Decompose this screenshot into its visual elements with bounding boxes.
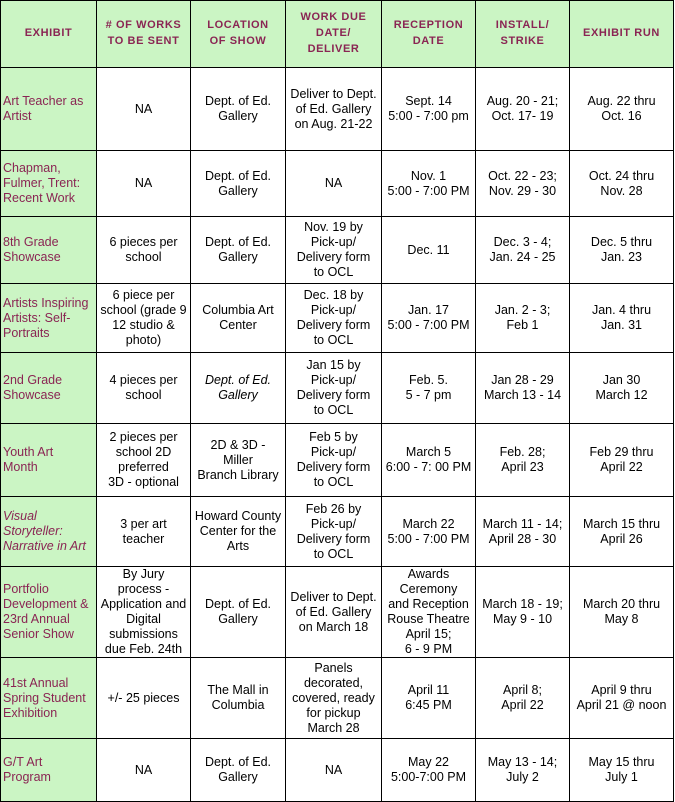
works-count: [97, 217, 191, 284]
exhibit-name: [1, 497, 97, 567]
install-strike: [476, 497, 570, 567]
works-count-text: 6 pieces per school: [109, 235, 178, 264]
show-location: [191, 217, 286, 284]
reception-date: [382, 739, 476, 802]
work-due: [286, 217, 382, 284]
exhibit-name-text: Artists Inspiring Artists: Self- Portraits: [3, 295, 89, 340]
exhibit-name: [1, 739, 97, 802]
reception-date-text: Nov. 1 5:00 - 7:00 PM: [387, 168, 470, 198]
works-count-text: 3 per art teacher: [120, 516, 167, 546]
exhibit-run-text: April 9 thru April 21 @ noon: [576, 683, 667, 712]
work-due-text: Panels decorated, covered, ready for pickup March 28: [292, 660, 375, 735]
exhibit-name: [1, 567, 97, 658]
install-strike-text: April 8; April 22: [501, 683, 544, 712]
works-count-text: By Jury process - Application and Digital submissions due Feb. 24th: [100, 567, 187, 656]
exhibit-run: [570, 497, 674, 567]
table-row: [1, 284, 674, 353]
exhibit-name-text: Art Teacher as Artist: [3, 94, 84, 123]
works-count-text: NA: [134, 176, 153, 190]
install-strike-text: Feb. 28; April 23: [499, 445, 546, 474]
exhibit-name-text: Chapman, Fulmer, Trent: Recent Work: [3, 161, 81, 205]
reception-date: [382, 567, 476, 658]
exhibit-run-text: March 20 thru May 8: [582, 597, 661, 626]
exhibit-run-text: Dec. 5 thru Jan. 23: [590, 235, 653, 264]
table-row: [1, 68, 674, 151]
show-location-text: Dept. of Ed. Gallery: [204, 94, 271, 123]
exhibit-name-text: 41st Annual Spring Student Exhibition: [3, 675, 86, 720]
show-location-text: Howard County Center for the Arts: [194, 509, 282, 553]
exhibit-name-text: G/T Art Program: [3, 755, 51, 784]
reception-date: [382, 497, 476, 567]
works-count: [97, 151, 191, 217]
install-strike-text: Oct. 22 - 23; Nov. 29 - 30: [488, 168, 557, 198]
table-row: [1, 497, 674, 567]
works-count-text: +/- 25 pieces: [107, 690, 180, 705]
exhibit-name-text: Portfolio Development & 23rd Annual Senior Show: [3, 582, 89, 641]
exhibit-run-text: May 15 thru July 1: [588, 755, 655, 784]
show-location-text: Dept. of Ed. Gallery: [204, 597, 271, 626]
exhibit-run: [570, 284, 674, 353]
reception-date: [382, 658, 476, 739]
exhibit-name-text: 8th Grade Showcase: [3, 235, 61, 264]
exhibit-run-text: Oct. 24 thru Nov. 28: [588, 168, 655, 198]
exhibit-run-text: Feb 29 thru April 22: [589, 445, 654, 474]
exhibit-name: [1, 217, 97, 284]
install-strike-text: Dec. 3 - 4; Jan. 24 - 25: [489, 235, 556, 264]
works-count: [97, 424, 191, 497]
exhibit-run: [570, 353, 674, 424]
reception-date-text: March 22 5:00 - 7:00 PM: [387, 516, 470, 546]
install-strike: [476, 353, 570, 424]
exhibit-run-text: Aug. 22 thru Oct. 16: [587, 94, 656, 123]
show-location: [191, 567, 286, 658]
reception-date: [382, 284, 476, 353]
header-work-due: WORK DUE DATE/ DELIVER: [286, 1, 382, 68]
work-due: [286, 68, 382, 151]
table-row: [1, 424, 674, 497]
work-due: [286, 151, 382, 217]
show-location-text: Dept. of Ed. Gallery: [204, 235, 271, 264]
exhibit-run: [570, 424, 674, 497]
install-strike-text: Jan 28 - 29 March 13 - 14: [483, 373, 562, 402]
works-count-text: 2 pieces per school 2D preferred 3D - optional: [108, 430, 179, 489]
exhibit-run: [570, 217, 674, 284]
install-strike: [476, 424, 570, 497]
show-location: [191, 739, 286, 802]
install-strike-text: May 13 - 14; July 2: [487, 755, 558, 784]
reception-date: [382, 68, 476, 151]
reception-date-text: May 22 5:00-7:00 PM: [390, 755, 467, 784]
exhibit-name: [1, 68, 97, 151]
reception-date: [382, 151, 476, 217]
reception-date-text: March 5 6:00 - 7: 00 PM: [385, 445, 472, 474]
header-exhibit-run: EXHIBIT RUN: [570, 1, 674, 68]
exhibit-name-text: Youth Art Month: [3, 445, 54, 474]
header-row: [1, 1, 674, 68]
works-count: [97, 739, 191, 802]
show-location-text: Columbia Art Center: [202, 303, 274, 332]
install-strike-text: March 11 - 14; April 28 - 30: [482, 516, 563, 546]
show-location-text: Dept. of Ed. Gallery: [204, 373, 271, 402]
show-location-text: 2D & 3D - Miller Branch Library: [197, 437, 279, 482]
exhibit-run: [570, 151, 674, 217]
table-row: [1, 151, 674, 217]
reception-date-text: Dec. 11: [407, 242, 450, 257]
table-row: [1, 567, 674, 658]
exhibit-name: [1, 424, 97, 497]
work-due: [286, 567, 382, 658]
works-count-text: 6 piece per school (grade 9 12 studio & photo): [100, 288, 187, 347]
reception-date-text: Feb. 5. 5 - 7 pm: [405, 373, 452, 402]
work-due-text: NA: [324, 176, 343, 190]
install-strike: [476, 284, 570, 353]
work-due-text: Deliver to Dept. of Ed. Gallery on March 18: [290, 589, 377, 634]
show-location: [191, 424, 286, 497]
works-count: [97, 353, 191, 424]
reception-date-text: Jan. 17 5:00 - 7:00 PM: [387, 303, 470, 332]
exhibit-run-text: March 15 thru April 26: [582, 516, 661, 546]
reception-date: [382, 353, 476, 424]
header-works-count: # OF WORKS TO BE SENT: [97, 1, 191, 68]
header-exhibit: EXHIBIT: [1, 1, 97, 68]
reception-date: [382, 217, 476, 284]
works-count-text: NA: [134, 101, 153, 116]
exhibit-run-text: Jan. 4 thru Jan. 31: [591, 303, 652, 332]
show-location: [191, 353, 286, 424]
show-location-text: Dept. of Ed. Gallery: [204, 168, 271, 198]
table-row: [1, 217, 674, 284]
exhibit-name: [1, 658, 97, 739]
work-due: [286, 284, 382, 353]
work-due: [286, 353, 382, 424]
works-count: [97, 658, 191, 739]
table-row: [1, 739, 674, 802]
install-strike-text: Aug. 20 - 21; Oct. 17- 19: [486, 94, 559, 123]
exhibit-run: [570, 739, 674, 802]
show-location: [191, 151, 286, 217]
show-location-text: Dept. of Ed. Gallery: [204, 755, 271, 784]
work-due: [286, 658, 382, 739]
table-row: [1, 658, 674, 739]
show-location: [191, 68, 286, 151]
work-due: [286, 424, 382, 497]
work-due: [286, 739, 382, 802]
install-strike: [476, 68, 570, 151]
works-count: [97, 497, 191, 567]
reception-date: [382, 424, 476, 497]
works-count-text: 4 pieces per school: [109, 373, 178, 402]
work-due-text: Nov. 19 by Pick-up/ Delivery form to OCL: [296, 220, 371, 279]
works-count: [97, 567, 191, 658]
exhibit-name: [1, 353, 97, 424]
header-install-strike: INSTALL/ STRIKE: [476, 1, 570, 68]
header-reception: RECEPTION DATE: [382, 1, 476, 68]
install-strike: [476, 567, 570, 658]
works-count: [97, 284, 191, 353]
show-location: [191, 497, 286, 567]
work-due-text: Dec. 18 by Pick-up/ Delivery form to OCL: [296, 288, 371, 347]
work-due-text: Feb 26 by Pick-up/ Delivery form to OCL: [296, 501, 371, 561]
install-strike: [476, 658, 570, 739]
show-location-text: The Mall in Columbia: [207, 683, 269, 712]
work-due-text: Jan 15 by Pick-up/ Delivery form to OCL: [296, 358, 371, 417]
install-strike-text: Jan. 2 - 3; Feb 1: [494, 303, 551, 332]
show-location: [191, 658, 286, 739]
header-location: LOCATION OF SHOW: [191, 1, 286, 68]
exhibit-name-text: 2nd Grade Showcase: [3, 373, 63, 402]
show-location: [191, 284, 286, 353]
exhibit-run: [570, 68, 674, 151]
work-due: [286, 497, 382, 567]
work-due-text: Feb 5 by Pick-up/ Delivery form to OCL: [296, 430, 371, 489]
install-strike-text: March 18 - 19; May 9 - 10: [482, 597, 563, 626]
exhibit-run: [570, 567, 674, 658]
reception-date-text: Awards Ceremony and Reception Rouse Theatre April 15; 6 - 9 PM: [387, 567, 470, 656]
reception-date-text: Sept. 14 5:00 - 7:00 pm: [388, 94, 469, 123]
reception-date-text: April 11 6:45 PM: [405, 683, 452, 712]
work-due-text: NA: [324, 762, 343, 777]
exhibit-name: [1, 151, 97, 217]
work-due-text: Deliver to Dept. of Ed. Gallery on Aug. 21-22: [290, 86, 377, 131]
exhibit-name-text: Visual Storyteller: Narrative in Art: [3, 509, 86, 553]
works-count: [97, 68, 191, 151]
install-strike: [476, 151, 570, 217]
install-strike: [476, 217, 570, 284]
table-row: [1, 353, 674, 424]
install-strike: [476, 739, 570, 802]
exhibit-run-text: Jan 30 March 12: [595, 373, 648, 402]
works-count-text: NA: [134, 762, 153, 777]
exhibit-run: [570, 658, 674, 739]
exhibit-name: [1, 284, 97, 353]
